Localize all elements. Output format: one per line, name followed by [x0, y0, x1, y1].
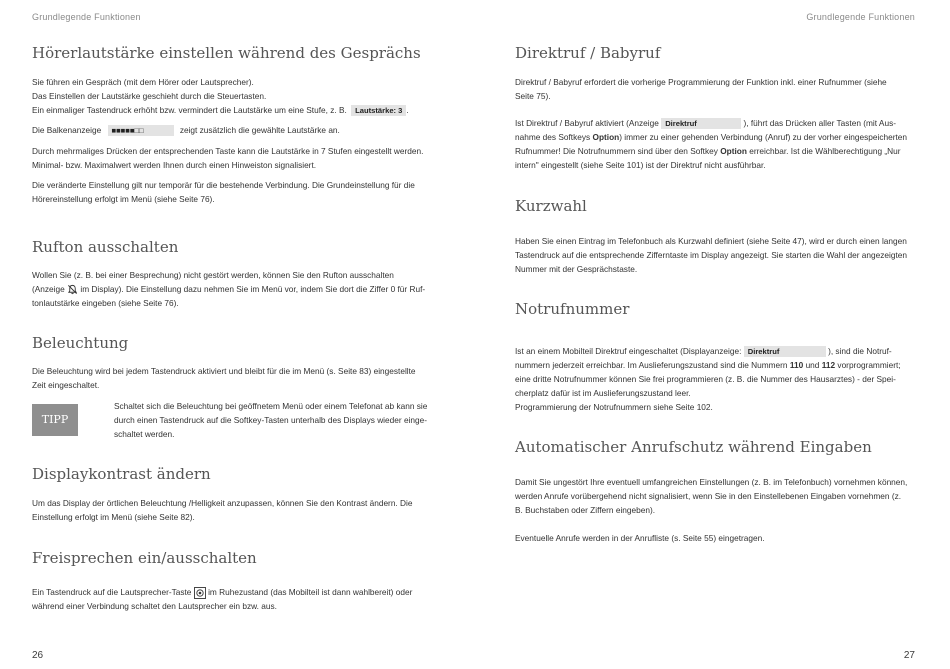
text-line: vorprogrammiert;	[837, 360, 901, 370]
display-direktruf-label: Direktruf	[661, 118, 741, 129]
text-line: Zeit eingeschaltet.	[32, 380, 100, 390]
text-line: zeigt zusätzlich die gewählte Lautstärke an.	[179, 125, 340, 135]
paragraph-anrufschutz	[515, 475, 907, 517]
text-line: Schaltet sich die Beleuchtung bei geöffnetem Menü oder einem Telefonat ab kann sie	[114, 401, 428, 411]
text-line: Durch mehrmaliges Drücken der entsprechenden Taste kann die Lautstärke in 7 Stufen eingestellt werden.	[32, 146, 424, 156]
text-line: Einstellung erfolgt im Menü (siehe Seite 82).	[32, 512, 195, 522]
text-line: intern" eingestellt (siehe Seite 101) ist der Direktruf nicht ausführbar.	[515, 160, 766, 170]
volume-bar-display: ■■■■■□□	[108, 125, 174, 136]
text-line: Hörereinstellung erfolgt im Menü (siehe Seite 76).	[32, 194, 215, 204]
paragraph-anrufliste	[515, 531, 765, 545]
text-line: erreichbar. Ist die Wählberechtigung „Nur	[749, 146, 901, 156]
text-line: cherplatz dafür ist im Auslieferungszustand leer.	[515, 388, 691, 398]
text-line: Ist Direktruf / Babyruf aktiviert (Anzeige	[515, 118, 659, 128]
paragraph-volume-steps	[32, 144, 423, 172]
text-line: tonlautstärke eingeben (siehe Seite 76).	[32, 298, 179, 308]
display-volume-label: Lautstärke: 3	[351, 105, 406, 116]
text-line: (Anzeige	[32, 284, 65, 294]
softkey-option-label: Option	[592, 132, 620, 142]
text-line: ) immer zu einer gehenden Verbindung (Anruf) zu der vorher eingespeicherten	[619, 132, 908, 142]
paragraph-rufton	[32, 268, 425, 310]
page-number-left: 26	[32, 650, 44, 661]
text-line: Tastendruck auf die entsprechende Zifferntaste im Display angezeigt. Sie starten die Wahl der angezeigten	[515, 250, 908, 260]
section-title-rufton: Rufton ausschalten	[32, 238, 179, 256]
section-title-notrufnummer: Notrufnummer	[515, 300, 630, 318]
paragraph-beleuchtung	[32, 364, 416, 392]
text-line: ), führt das Drücken aller Tasten (mit Aus-	[743, 118, 896, 128]
text-line: B. Buchstaben oder Ziffern eingeben).	[515, 505, 656, 515]
text-line: werden Anrufe vorübergehend nicht signalisiert, wenn Sie in den Einstellebenen Eingaben vornehmen (z.	[515, 491, 902, 501]
text-line: Direktruf / Babyruf erfordert die vorherige Programmierung der Funktion inkl. einer Rufnummer (siehe	[515, 77, 887, 87]
right-page	[475, 0, 950, 669]
text-line: im Display). Die Einstellung dazu nehmen Sie im Menü vor, indem Sie dort die Ziffer 0 für Ruf-	[80, 284, 426, 294]
section-title-direktruf: Direktruf / Babyruf	[515, 44, 661, 62]
text-line: Die Balkenanzeige	[32, 125, 102, 135]
text-line: .	[406, 105, 409, 115]
section-title-hoererlautstaerke: Hörerlautstärke einstellen während des Gesprächs	[32, 44, 421, 62]
text-line: Eventuelle Anrufe werden in der Anrufliste (s. Seite 55) eingetragen.	[515, 533, 765, 543]
text-line: Seite 75).	[515, 91, 551, 101]
paragraph-displaykontrast	[32, 496, 413, 524]
text-line: Wollen Sie (z. B. bei einer Besprechung) nicht gestört werden, können Sie den Rufton ausschalten	[32, 270, 394, 280]
text-line: während einer Verbindung schaltet den Lautsprecher ein bzw. aus.	[32, 601, 277, 611]
text-line: im Ruhezustand (das Mobilteil ist dann wahlbereit) oder	[208, 587, 413, 597]
paragraph-notrufnummer	[515, 344, 901, 414]
paragraph-volume-bar	[32, 123, 340, 137]
text-line: Rufnummer! Die Notrufnummern sind über den Softkey	[515, 146, 718, 156]
text-line: nummern jederzeit erreichbar. Im Auslieferungszustand sind die Nummern	[515, 360, 788, 370]
text-line: Minimal- bzw. Maximalwert werden Ihnen durch einen Hinweiston signalisiert.	[32, 160, 317, 170]
text-line: Ein Tastendruck auf die Lautsprecher-Taste	[32, 587, 192, 597]
paragraph-freisprechen	[32, 585, 412, 613]
tipp-badge: TIPP	[32, 404, 78, 436]
paragraph-tipp	[114, 399, 434, 441]
softkey-option-label: Option	[720, 146, 747, 156]
running-header-left: Grundlegende Funktionen	[32, 12, 141, 22]
text-line: Programmierung der Notrufnummern siehe Seite 102.	[515, 402, 713, 412]
text-line: Ist an einem Mobilteil Direktruf eingeschaltet (Displayanzeige:	[515, 346, 742, 356]
text-line: Die veränderte Einstellung gilt nur temporär für die bestehende Verbindung. Die Grundeinstellung für die	[32, 180, 415, 190]
paragraph-volume-intro	[32, 75, 409, 117]
text-line: Ein einmaliger Tastendruck erhöht bzw. vermindert die Lautstärke um eine Stufe, z. B.	[32, 105, 347, 115]
paragraph-direktruf-details	[515, 116, 907, 172]
text-line: eine dritte Notrufnummer können Sie frei programmieren (z. B. die Nummer des Hausarztes) - der Spei-	[515, 374, 896, 384]
text-line: ), sind die Notruf-	[828, 346, 892, 356]
section-title-anrufschutz: Automatischer Anrufschutz während Eingaben	[515, 438, 872, 456]
text-line: schaltet werden.	[114, 429, 175, 439]
text-line: Das Einstellen der Lautstärke geschieht durch die Steuertasten.	[32, 91, 267, 101]
section-title-beleuchtung: Beleuchtung	[32, 334, 129, 352]
paragraph-direktruf-intro	[515, 75, 887, 103]
emergency-number-110: 110	[789, 360, 804, 370]
bell-muted-icon	[67, 284, 78, 295]
text-line: Haben Sie einen Eintrag im Telefonbuch als Kurzwahl definiert (siehe Seite 47), wird er durch einen langen	[515, 236, 907, 246]
paragraph-volume-temporary	[32, 178, 415, 206]
text-line: durch einen Tastendruck auf die Softkey-Tasten unterhalb des Displays wieder einge-	[114, 415, 428, 425]
section-title-kurzwahl: Kurzwahl	[515, 197, 587, 215]
emergency-number-112: 112	[821, 360, 836, 370]
display-direktruf-label: Direktruf	[744, 346, 826, 357]
text-line: Nummer mit der Gesprächstaste.	[515, 264, 638, 274]
text-line: Damit Sie ungestört Ihre eventuell umfangreichen Einstellungen (z. B. im Telefonbuch) vornehmen können,	[515, 477, 908, 487]
section-title-displaykontrast: Displaykontrast ändern	[32, 465, 211, 483]
running-header-right: Grundlegende Funktionen	[806, 12, 915, 22]
text-line: nahme des Softkeys	[515, 132, 591, 142]
page-number-right: 27	[903, 650, 915, 661]
paragraph-kurzwahl	[515, 234, 907, 276]
text-line: Um das Display der örtlichen Beleuchtung /Helligkeit anzupassen, können Sie den Kontrast ändern. Die	[32, 498, 413, 508]
section-title-freisprechen: Freisprechen ein/ausschalten	[32, 549, 257, 567]
speaker-key-icon	[194, 587, 206, 599]
text-line: Die Beleuchtung wird bei jedem Tastendruck aktiviert und bleibt für die im Menü (s. Seite 83) eingestellte	[32, 366, 416, 376]
text-line: Sie führen ein Gespräch (mit dem Hörer oder Lautsprecher).	[32, 77, 254, 87]
text-line: und	[805, 360, 820, 370]
